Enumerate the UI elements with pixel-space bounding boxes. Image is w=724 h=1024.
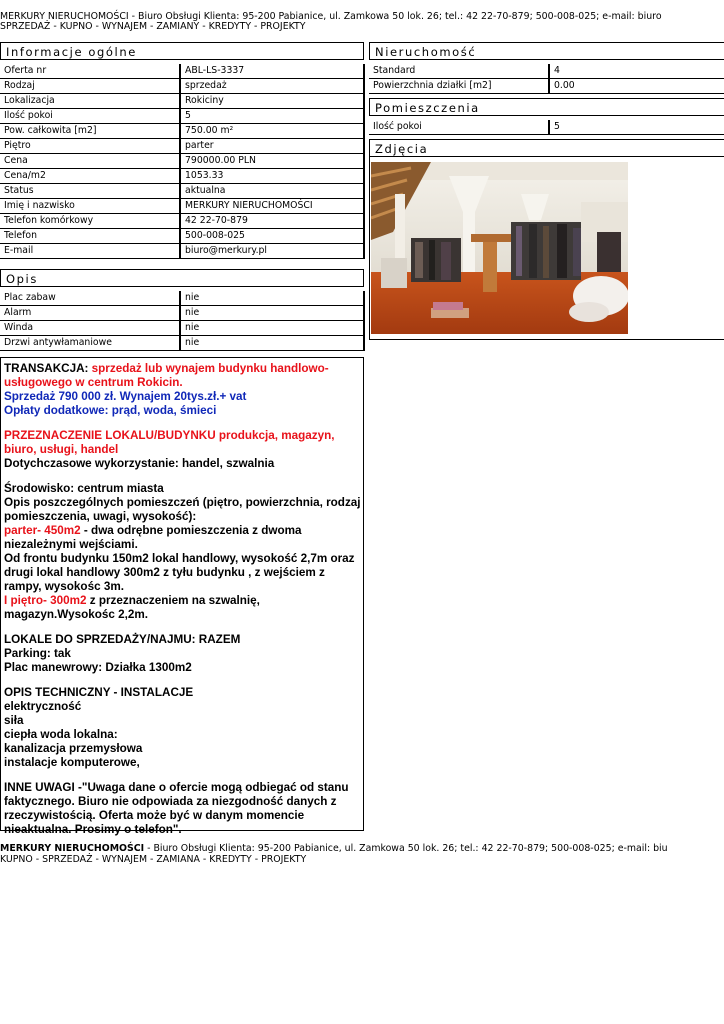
description-purpose [4, 429, 361, 471]
row-label: Telefon [0, 229, 180, 244]
table-row [0, 214, 364, 229]
header-services: SPRZEDAŻ - KUPNO - WYNAJEM - ZAMIANY - KREDYTY - PROJEKTY [0, 21, 306, 32]
transaction-price: Sprzedaż 790 000 zł. Wynajem 20tys.zł.+ vat [4, 390, 247, 403]
row-label: Ilość pokoi [369, 120, 549, 135]
row-label: Cena [0, 154, 180, 169]
purpose-current-use: Dotychczasowe wykorzystanie: handel, szwalnia [4, 457, 275, 470]
parking-text: Parking: tak [4, 647, 71, 660]
table-row [0, 139, 364, 154]
header-brand: MERKURY NIERUCHOMOŚCI [0, 11, 129, 22]
header-contact: - Biuro Obsługi Klienta: 95-200 Pabianice, ul. Zamkowa 50 lok. 26; tel.: 42 22-70-879; 500-008-025; e-mail: biuro [128, 11, 662, 22]
technical-item: elektryczność [4, 700, 82, 713]
technical-item: kanalizacja przemysłowa [4, 742, 143, 755]
nieruchomosc-title: Nieruchomość [369, 42, 724, 60]
row-value: ABL-LS-3337 [180, 64, 364, 79]
table-row [0, 169, 364, 184]
row-value: nie [180, 336, 364, 351]
table-row [0, 336, 364, 351]
description-rooms [4, 482, 361, 622]
opis-panel [0, 269, 364, 351]
footer-services: KUPNO - SPRZEDAŻ - WYNAJEM - ZAMIANA - KREDYTY - PROJEKTY [0, 854, 307, 865]
table-row [0, 291, 364, 306]
row-value: 0.00 [549, 79, 724, 94]
first-floor-area: I piętro- 300m2 [4, 594, 87, 607]
table-row [0, 244, 364, 259]
row-label: Oferta nr [0, 64, 180, 79]
row-label: Pow. całkowita [m2] [0, 124, 180, 139]
row-value: 1053.33 [180, 169, 364, 184]
row-label: Alarm [0, 306, 180, 321]
transaction-text: sprzedaż lub wynajem budynku handlowo-usługowego w centrum Rokicin. [4, 362, 329, 389]
table-row [369, 120, 724, 135]
table-row [0, 64, 364, 79]
table-row [0, 124, 364, 139]
row-value: 790000.00 PLN [180, 154, 364, 169]
row-value: MERKURY NIERUCHOMOŚCI [180, 199, 364, 214]
table-row [0, 306, 364, 321]
nieruchomosc-panel [369, 42, 724, 94]
description-transaction [4, 362, 361, 418]
table-row [0, 154, 364, 169]
info-panel [0, 42, 364, 259]
description-technical [4, 686, 361, 770]
technical-item: siła [4, 714, 24, 727]
description-box [0, 357, 364, 836]
table-row [369, 64, 724, 79]
info-table [0, 64, 365, 259]
row-value: nie [180, 321, 364, 336]
row-label: Lokalizacja [0, 94, 180, 109]
row-value: 750.00 m² [180, 124, 364, 139]
technical-item: ciepła woda lokalna: [4, 728, 118, 741]
front-building-desc: Od frontu budynku 150m2 lokal handlowy, wysokość 2,7m oraz drugi lokal handlowy 300m2 z tyłu budynku , z wejściem z rampy, wysokośc 3m. [4, 552, 355, 593]
nieruchomosc-table [369, 64, 724, 94]
table-row [0, 199, 364, 214]
zdjecia-panel [369, 139, 724, 157]
row-label: Cena/m2 [0, 169, 180, 184]
row-label: Imię i nazwisko [0, 199, 180, 214]
footer-brand: MERKURY NIERUCHOMOŚCI [0, 843, 145, 854]
opis-table [0, 291, 365, 351]
transaction-label: TRANSAKCJA: [4, 362, 92, 375]
table-row [0, 321, 364, 336]
row-value: Rokiciny [180, 94, 364, 109]
pomieszczenia-panel [369, 98, 724, 135]
description-notes: INNE UWAGI -"Uwaga dane o ofercie mogą odbiegać od stanu faktycznego. Biuro nie odpowiada za niezgodność danych z rzeczywistością. Oferta może być w danym momencie nieaktualna. Prosimy o telefon". [4, 781, 349, 836]
row-label: Ilość pokoi [0, 109, 180, 124]
row-label: Standard [369, 64, 549, 79]
zdjecia-title: Zdjęcia [369, 139, 724, 157]
opis-title: Opis [0, 269, 364, 287]
row-label: Winda [0, 321, 180, 336]
row-value: 42 22-70-879 [180, 214, 364, 229]
row-label: E-mail [0, 244, 180, 259]
row-value: 5 [549, 120, 724, 135]
table-row [0, 184, 364, 199]
yard-text: Plac manewrowy: Działka 1300m2 [4, 661, 192, 674]
info-title: Informacje ogólne [0, 42, 364, 60]
row-value: 500-008-025 [180, 229, 364, 244]
table-row [0, 79, 364, 94]
table-row [0, 109, 364, 124]
table-row [369, 79, 724, 94]
row-value: nie [180, 306, 364, 321]
row-value: 5 [180, 109, 364, 124]
footer-line-1 [0, 843, 668, 854]
premises-heading: LOKALE DO SPRZEDAŻY/NAJMU: RAZEM [4, 633, 241, 646]
rooms-intro: Opis poszczególnych pomieszczeń (piętro, powierzchnia, rodzaj pomieszczenia, uwagi, wysokość): [4, 496, 361, 523]
row-value: parter [180, 139, 364, 154]
technical-heading: OPIS TECHNICZNY - INSTALACJE [4, 686, 194, 699]
row-label: Plac zabaw [0, 291, 180, 306]
row-label: Telefon komórkowy [0, 214, 180, 229]
environment-text: Środowisko: centrum miasta [4, 482, 164, 495]
row-label: Status [0, 184, 180, 199]
first-floor-desc: z przeznaczeniem na szwalnię, magazyn.Wysokośc 2,2m. [4, 594, 260, 621]
row-value: 4 [549, 64, 724, 79]
pomieszczenia-title: Pomieszczenia [369, 98, 724, 116]
pomieszczenia-table [369, 120, 724, 135]
description-premises [4, 633, 361, 675]
table-row [0, 94, 364, 109]
ground-floor-desc: - dwa odrębne pomieszczenia z dwoma niezależnymi wejściami. [4, 524, 302, 551]
footer-contact: - Biuro Obsługi Klienta: 95-200 Pabianice, ul. Zamkowa 50 lok. 26; tel.: 42 22-70-879; 500-008-025; e-mail: biu [144, 843, 668, 854]
ground-floor-area: parter- 450m2 [4, 524, 81, 537]
row-label: Powierzchnia działki [m2] [369, 79, 549, 94]
property-photo[interactable] [371, 162, 628, 334]
row-value: nie [180, 291, 364, 306]
purpose-text: PRZEZNACZENIE LOKALU/BUDYNKU produkcja, magazyn, biuro, usługi, handel [4, 429, 335, 456]
row-label: Drzwi antywłamaniowe [0, 336, 180, 351]
table-row [0, 229, 364, 244]
row-label: Piętro [0, 139, 180, 154]
row-value: aktualna [180, 184, 364, 199]
row-label: Rodzaj [0, 79, 180, 94]
row-value: sprzedaż [180, 79, 364, 94]
transaction-fees: Opłaty dodatkowe: prąd, woda, śmieci [4, 404, 217, 417]
technical-item: instalacje komputerowe, [4, 756, 140, 769]
row-value: biuro@merkury.pl [180, 244, 364, 259]
